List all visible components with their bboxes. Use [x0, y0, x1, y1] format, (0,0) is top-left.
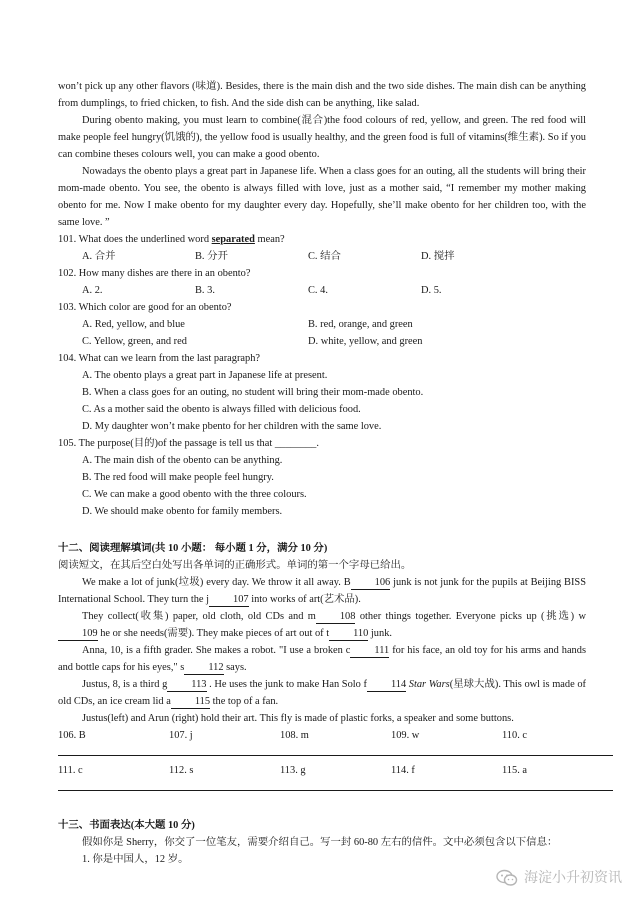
answer-row-2	[58, 762, 586, 797]
option-a: A. The obento plays a great part in Japanese life at present.	[82, 370, 328, 381]
blank-111: 111	[350, 644, 389, 658]
option-b: B. When a class goes for an outing, no student will bring their mom-made obento.	[82, 387, 424, 398]
wechat-icon	[496, 869, 518, 887]
answer-112: 112. s	[169, 762, 280, 797]
question-102-options	[58, 282, 586, 299]
cloze-paragraph-4: Justus, 8, is a third g 113 . He uses the junk to make Han Solo f 114 Star Wars(星球大战). This owl is made of old CDs, an ice cream lid a 115 the top of a fan.	[58, 679, 586, 707]
question-103: 103. Which color are good for an obento?	[58, 302, 232, 313]
option-d: D. white, yellow, and green	[308, 336, 423, 347]
section-12-title: 十二、阅读理解填词(共 10 小题： 每小题 1 分，满分 10 分)	[58, 543, 328, 554]
answer-107: 107. j	[169, 727, 280, 762]
spacer	[58, 797, 586, 805]
cloze-paragraph-2: They collect(收集) paper, old cloth, old CDs and m 108 other things together. Everyone picks up (挑选) w109 he or she needs(需要). They make pieces of art out of t 110 junk.	[58, 608, 586, 642]
option-d: D. 搅拌	[421, 251, 455, 262]
cloze-paragraph-1: We make a lot of junk(垃圾) every day. We throw it all away. B 106 junk is not junk for the pupils at Beijing BISS International School. They turn the j 107 into works of art(艺术品).	[58, 577, 586, 605]
underlined-word: separated	[211, 234, 255, 245]
answer-110: 110. c	[502, 727, 613, 762]
passage-paragraph-2: During obento making, you must learn to combine(混合)the food colours of red, yellow, and green. The red food will make people feel hungry(饥饿的), the yellow food is usually healthy, and the green food is full of vitamins(维生素). So if you can combine theses colours well, you can make a good obento.	[58, 115, 586, 160]
question-101-options	[58, 248, 586, 265]
question-102: 102. How many dishes are there in an obento?	[58, 268, 251, 279]
section-13-item-1: 1. 你是中国人，12 岁。	[82, 854, 189, 865]
option-c: C. As a mother said the obento is always filled with delicious food.	[82, 404, 361, 415]
spacer	[58, 520, 586, 528]
blank-115: 115	[171, 695, 210, 709]
passage-paragraph-1: won’t pick up any other flavors (味道). Besides, there is the main dish and the two side dishes. The main dish can be anything from dumplings, to fried chicken, to fish. And the side dish can be anything, like salad.	[58, 81, 586, 109]
blank-106: 106	[351, 576, 391, 590]
option-c: C. We can make a good obento with the three colours.	[82, 489, 307, 500]
option-c: C. 结合	[308, 251, 341, 262]
answer-109: 109. w	[391, 727, 502, 762]
option-c: C. 4.	[308, 285, 328, 296]
blank-107: 107	[209, 593, 249, 607]
option-a: A. Red, yellow, and blue	[82, 319, 185, 330]
section-13-title: 十三、书面表达(本大题 10 分)	[58, 820, 195, 831]
option-c: C. Yellow, green, and red	[82, 336, 187, 347]
answer-111: 111. c	[58, 762, 169, 797]
blank-113: 113	[167, 678, 206, 692]
option-b: B. red, orange, and green	[308, 319, 413, 330]
option-a: A. 2.	[82, 285, 103, 296]
answer-113: 113. g	[280, 762, 391, 797]
cloze-paragraph-5: Justus(left) and Arun (right) hold their art. This fly is made of plastic forks, a speaker and some buttons.	[82, 713, 514, 724]
section-13-body: 假如你是 Sherry，你交了一位笔友，需要介绍自己。写一封 60-80 左右的信件。文中必须包含以下信息：	[82, 837, 558, 848]
passage-paragraph-3: Nowadays the obento plays a great part in Japanese life. When a class goes for an outing, all the students will bring their mom-made obento. You see, the obento is always filled with love, just as a mother said, “I remember my mother making obento for me. Now I make obento for my daughter every day. Hopefully, she’ll make obento for her children too, with the same love. ”	[58, 166, 586, 228]
option-b: B. The red food will make people feel hungry.	[82, 472, 274, 483]
blank-114: 114	[367, 678, 406, 692]
option-b: B. 3.	[195, 285, 215, 296]
answer-106: 106. B	[58, 727, 169, 762]
option-a: A. The main dish of the obento can be anything.	[82, 455, 283, 466]
option-d: D. We should make obento for family members.	[82, 506, 283, 517]
question-103-options-row1	[58, 316, 586, 333]
section-12-instruction: 阅读短文，在其后空白处写出各单词的正确形式。单词的第一个字母已给出。	[58, 560, 412, 571]
option-b: B. 分开	[195, 251, 228, 262]
document-page	[58, 78, 586, 868]
option-d: D. 5.	[421, 285, 442, 296]
question-101: 101. What does the underlined word separated mean?	[58, 234, 285, 245]
cloze-paragraph-3: Anna, 10, is a fifth grader. She makes a robot. "I use a broken c 111 for his face, an old toy for his arms and hands and bottle caps for his eyes," s 112 says.	[58, 645, 586, 673]
answer-114: 114. f	[391, 762, 502, 797]
answer-115: 115. a	[502, 762, 613, 797]
answer-108: 108. m	[280, 727, 391, 762]
watermark	[496, 869, 622, 887]
option-a: A. 合并	[82, 251, 116, 262]
question-105: 105. The purpose(目的)of the passage is tell us that ________.	[58, 438, 319, 449]
watermark-text: 海淀小升初资讯	[524, 869, 622, 886]
blank-110: 110	[329, 627, 368, 641]
option-d: D. My daughter won’t make pbento for her children with the same love.	[82, 421, 382, 432]
blank-112: 112	[184, 661, 223, 675]
answer-row-1	[58, 727, 586, 762]
blank-109: 109	[58, 627, 98, 641]
star-wars-title: Star Wars	[408, 679, 450, 690]
question-104: 104. What can we learn from the last paragraph?	[58, 353, 261, 364]
question-103-options-row2	[58, 333, 586, 350]
blank-108: 108	[316, 610, 356, 624]
